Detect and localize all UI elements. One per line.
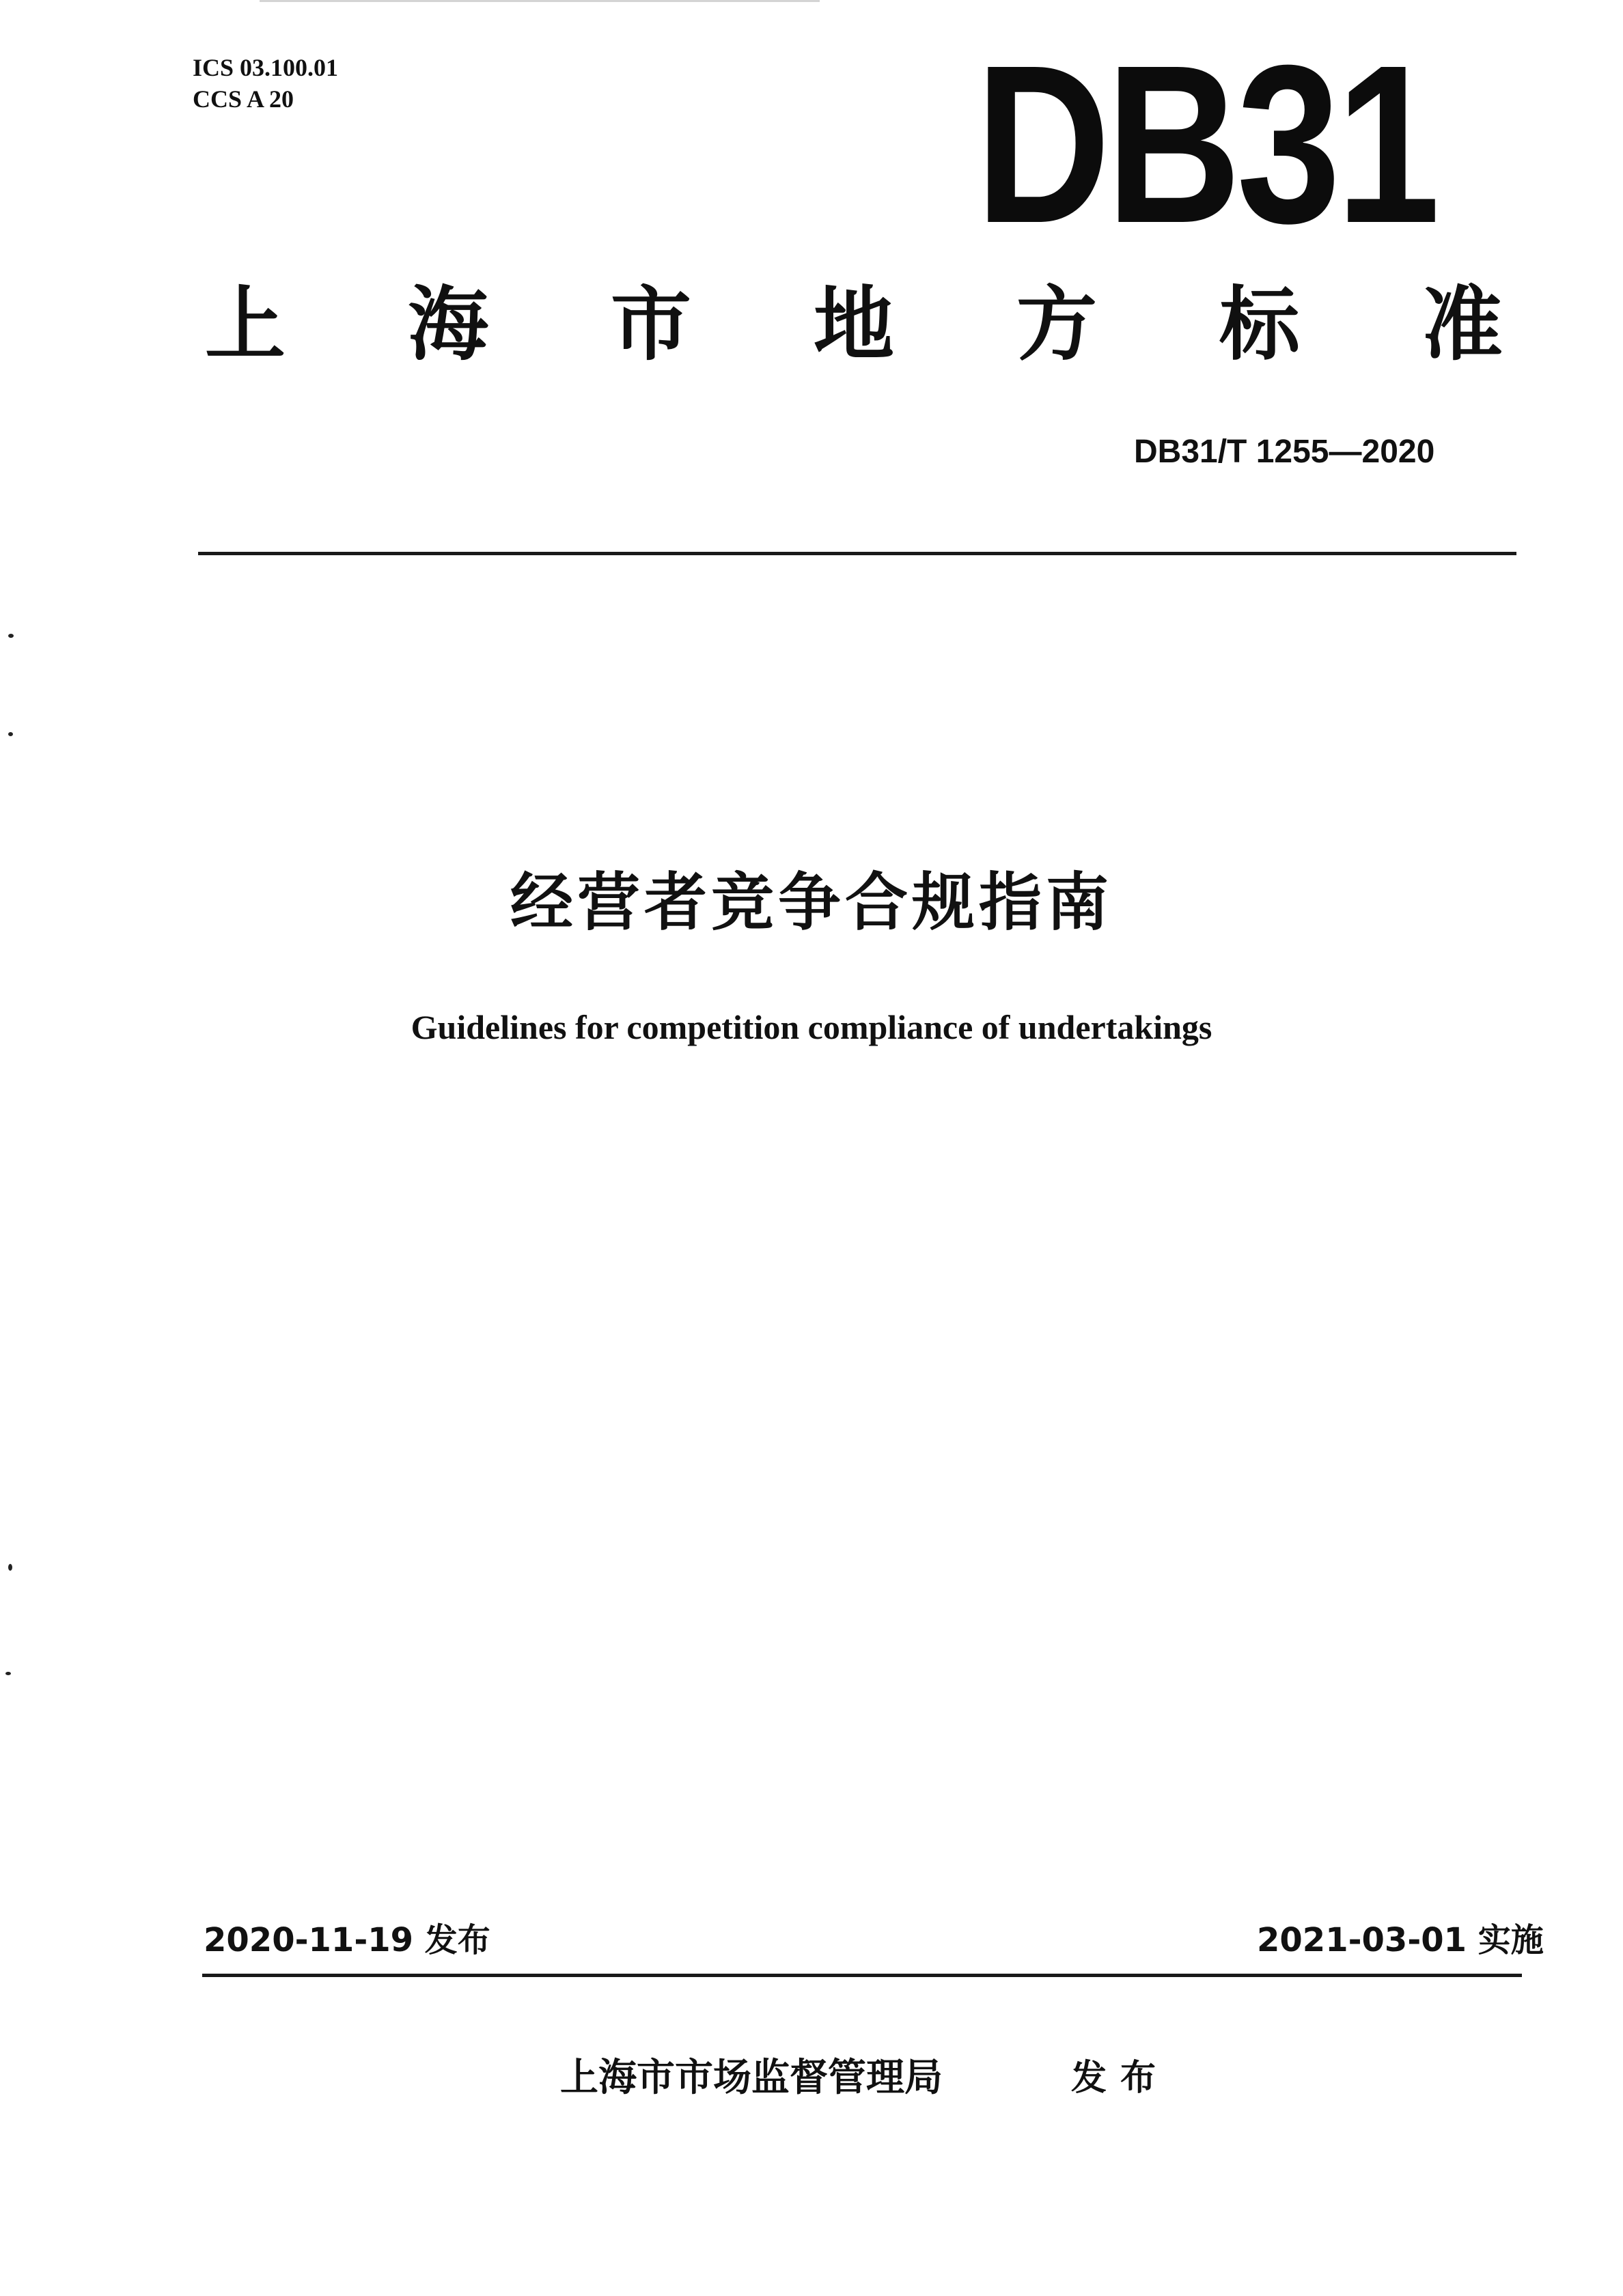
scan-edge-mark [260,0,820,2]
document-title-english: Guidelines for competition compliance of undertakings [411,1008,1212,1046]
standard-type-char: 海 [407,277,488,372]
top-divider [198,552,1516,555]
db31-logo: DB31 [975,18,1436,270]
standard-type-char: 市 [610,277,691,372]
scan-speck [8,1564,12,1571]
bottom-divider [202,1974,1522,1977]
issue-date: 2020-11-19 发布 [204,1921,490,1959]
document-title-chinese: 经营者竞争合规指南 [510,866,1113,939]
standard-type-char: 地 [813,277,894,372]
classification-codes [193,52,338,115]
standard-type-char: 上 [205,277,286,372]
publisher-name: 上海市市场监督管理局 [560,2056,943,2100]
scan-speck [8,634,14,638]
standard-type-char: 方 [1016,277,1097,372]
implementation-date: 2021-03-01 实施 [1257,1921,1544,1959]
standard-type-char: 标 [1219,277,1300,372]
scan-speck [8,732,13,736]
standard-type-heading [205,273,1503,376]
ics-code: ICS 03.100.01 [193,54,339,81]
standard-number: DB31/T 1255—2020 [1134,434,1435,470]
standard-type-char: 准 [1421,277,1503,372]
publish-label: 发布 [1071,2058,1170,2099]
ccs-code: CCS A 20 [193,85,294,113]
scan-speck [5,1672,11,1675]
